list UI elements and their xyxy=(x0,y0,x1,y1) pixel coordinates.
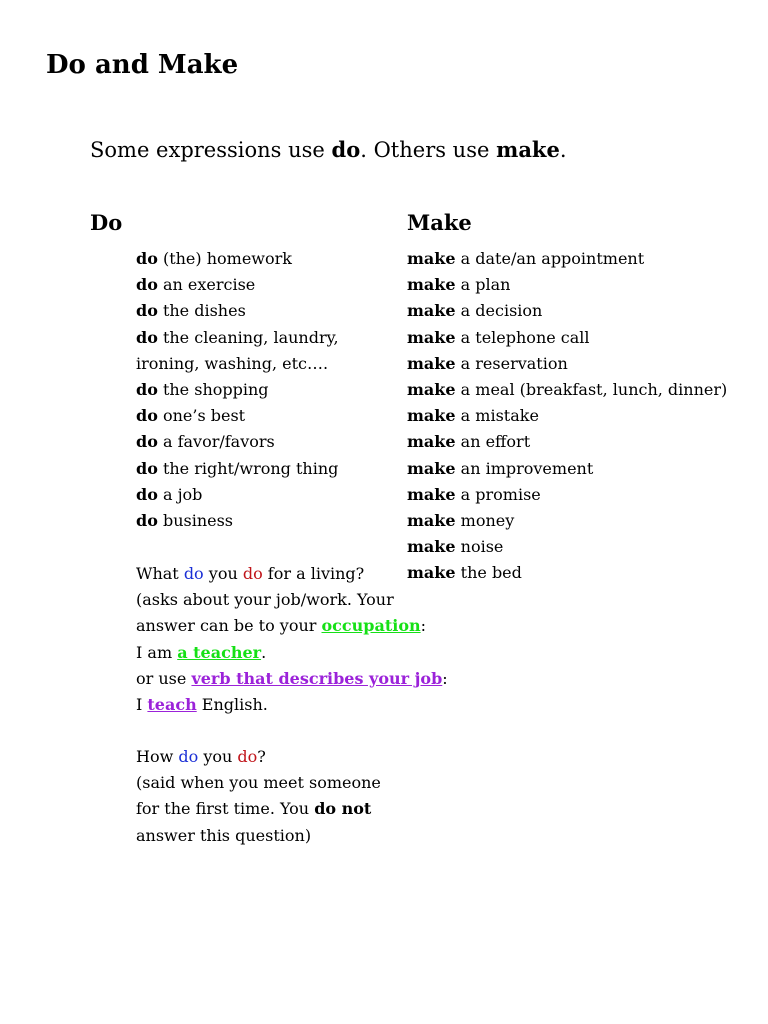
list-item: do the dishes xyxy=(136,301,246,321)
do-main-verb-word: do xyxy=(242,564,263,583)
list-item: make a date/an appointment xyxy=(407,249,645,268)
list-item: do the right/wrong thing xyxy=(136,458,339,478)
teacher-highlight: a teacher xyxy=(177,642,262,662)
list-item: do one’s best xyxy=(136,406,246,426)
note-line: How do you do? xyxy=(136,747,266,766)
note-line: answer this question) xyxy=(136,825,312,845)
list-item: make money xyxy=(407,510,515,530)
do-expression-list xyxy=(136,246,339,534)
intro-text-1: Some expressions use xyxy=(90,138,332,162)
teach-highlight: teach xyxy=(147,694,197,714)
intro-text-2: . Others use xyxy=(360,138,497,162)
occupation-highlight: occupation xyxy=(321,616,421,636)
do-column-heading: Do xyxy=(90,210,123,235)
do-main-verb-word: do xyxy=(237,747,258,766)
list-item: do the cleaning, laundry, xyxy=(136,327,339,347)
list-item: make a reservation xyxy=(407,353,568,373)
note-line: What do you do for a living? xyxy=(136,564,365,583)
list-item: make a telephone call xyxy=(407,327,590,347)
verb-highlight: verb that describes your job xyxy=(191,668,443,688)
list-item: do an exercise xyxy=(136,275,256,295)
list-item: do (the) homework xyxy=(136,249,292,268)
list-item: do business xyxy=(136,510,234,530)
list-item: make an improvement xyxy=(407,458,594,478)
note-line: I am a teacher. xyxy=(136,642,267,662)
note-line: I teach English. xyxy=(136,694,268,714)
make-column-heading: Make xyxy=(407,210,472,235)
list-item: make a mistake xyxy=(407,406,539,426)
list-item: make a decision xyxy=(407,301,543,321)
do-auxiliary-word: do xyxy=(183,564,204,583)
intro-make-word: make xyxy=(496,137,560,162)
note-line: or use verb that describes your job: xyxy=(136,668,448,688)
note-line: (said when you meet someone xyxy=(136,773,381,793)
list-item: make a promise xyxy=(407,484,541,504)
note-line: (asks about your job/work. Your xyxy=(136,590,394,610)
intro-text-3: . xyxy=(559,138,567,162)
list-item: do the shopping xyxy=(136,379,269,399)
note-line: answer can be to your occupation: xyxy=(136,616,427,636)
page-title: Do and Make xyxy=(46,50,239,80)
list-item: make a plan xyxy=(407,275,511,295)
list-item: do a job xyxy=(136,484,203,504)
list-item: make the bed xyxy=(407,563,522,583)
intro-sentence xyxy=(90,134,567,166)
greeting-question-note xyxy=(136,744,381,849)
note-line: for the first time. You do not xyxy=(136,799,372,819)
living-question-note xyxy=(136,561,448,718)
list-item: make an effort xyxy=(407,432,531,452)
list-item: make a meal (breakfast, lunch, dinner) xyxy=(407,379,728,399)
do-not-emphasis: do not xyxy=(314,799,372,819)
list-item: make noise xyxy=(407,537,504,557)
list-item: ironing, washing, etc…. xyxy=(136,353,329,373)
do-auxiliary-word: do xyxy=(178,747,199,766)
list-item: do a favor/favors xyxy=(136,432,275,452)
make-expression-list xyxy=(407,246,727,586)
intro-do-word: do xyxy=(331,137,361,162)
